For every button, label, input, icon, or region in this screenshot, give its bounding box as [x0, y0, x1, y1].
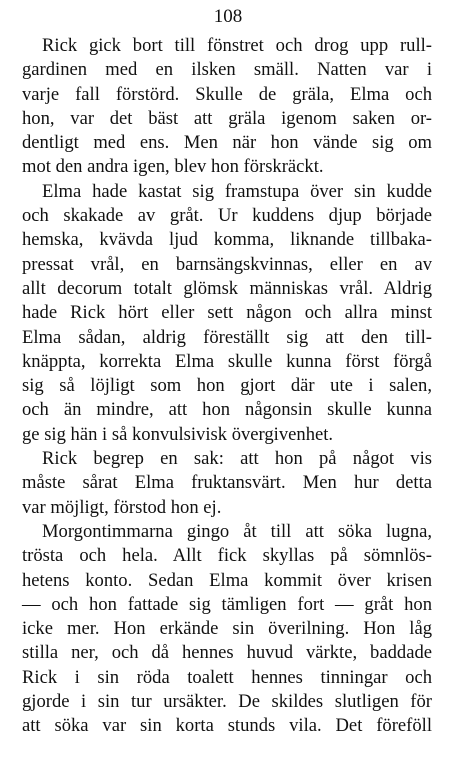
text-line: Rick gick bort till fönstret och drog upp rull-: [42, 35, 432, 56]
text-line: hade Rick hört eller sett någon och allra minst: [22, 302, 432, 324]
text-line: dentligt med ens. Men när hon vände sig om: [22, 132, 432, 154]
text-line: Elma hade kastat sig framstupa över sin kudde: [42, 180, 432, 202]
text-line: att söka var sin korta stunds vila. Det föreföll: [22, 715, 432, 737]
text-line: var möjligt, förstod hon ej.: [22, 496, 222, 518]
text-line: mot den andra igen, blev hon förskräckt.: [22, 156, 324, 178]
body-text: [22, 34, 432, 739]
text-line: måste sårat Elma fruktansvärt. Men hur detta: [22, 472, 432, 494]
text-line: allt decorum totalt glömsk människas vrål. Aldrig: [22, 277, 432, 299]
text-line: pressat vrål, en barnsängskvinnas, eller en av: [22, 253, 432, 275]
text-line: Rick i sin röda toalett hennes tinningar och: [22, 666, 432, 688]
text-line: knäppta, korrekta Elma skulle kunna först förgå: [22, 350, 432, 372]
text-line: gjorde i sin tur ursäkter. De skildes slutligen för: [22, 691, 432, 713]
text-line: trösta och hela. Allt fick skyllas på sömnlös-: [22, 545, 432, 567]
text-line: och skakade av gråt. Ur kuddens djup började: [22, 205, 432, 227]
page-number: 108: [213, 6, 243, 27]
text-line: gardinen med en ilsken smäll. Natten var i: [22, 59, 432, 81]
text-line: hemska, kvävda ljud komma, liknande tillbaka-: [22, 229, 432, 251]
text-line: icke mer. Hon erkände sin överilning. Hon låg: [22, 618, 432, 640]
text-line: Rick begrep en sak: att hon på något vis: [42, 448, 432, 470]
text-line: Morgontimmarna gingo åt till att söka lugna,: [42, 520, 432, 542]
text-line: och än mindre, att hon någonsin skulle kunna: [22, 399, 432, 421]
text-line: varje fall förstörd. Skulle de gräla, Elma och: [22, 83, 432, 105]
text-line: Elma sådan, aldrig föreställt sig att den till-: [22, 326, 432, 348]
text-line: sig så löjligt som hon gjort där ute i salen,: [22, 375, 432, 397]
text-line: hetens konto. Sedan Elma kommit över krisen: [22, 569, 432, 591]
text-line: stilla ner, och då hennes huvud värkte, baddade: [22, 642, 432, 664]
text-line: hon, var det bäst att gräla igenom saken or-: [22, 107, 432, 129]
text-line: ge sig hän i så konvulsivisk övergivenhet.: [22, 423, 334, 445]
text-line: — och hon fattade sig tämligen fort — gråt hon: [22, 593, 432, 615]
